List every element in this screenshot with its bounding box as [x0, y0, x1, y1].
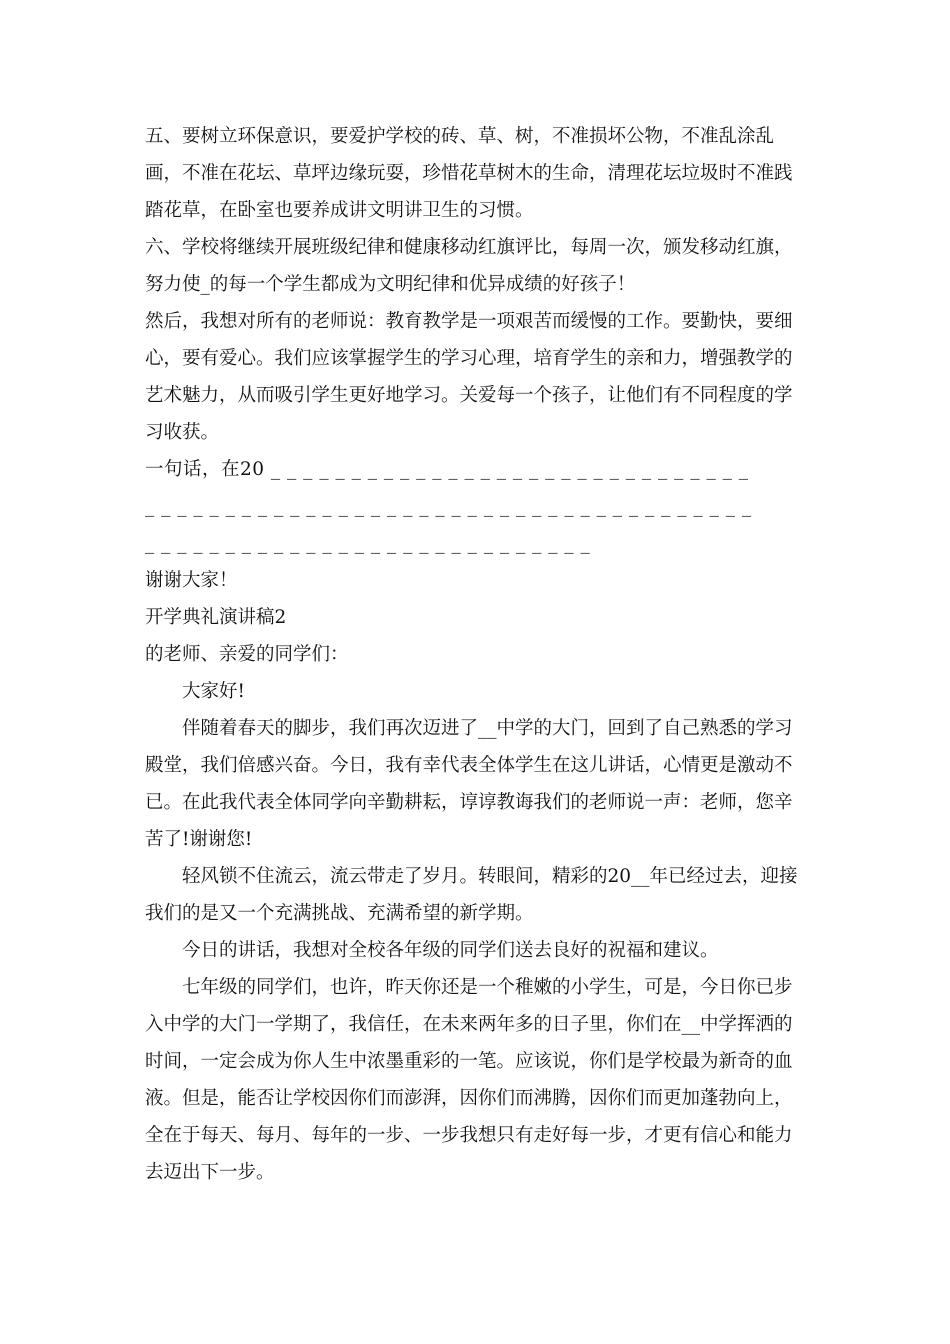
- body-paragraph-1: 伴随着春天的脚步，我们再次迈进了__中学的大门，回到了自己熟悉的学习殿堂，我们倍感兴奋。今日，我有幸代表全体学生在这儿讲话，心情更是激动不已。在此我代表全体同学向辛勤耕耘，谆谆教诲我们的老师说一声：老师，您辛苦了!谢谢您!: [145, 718, 793, 850]
- paragraph-teachers: 然后，我想对所有的老师说：教育教学是一项艰苦而缓慢的工作。要勤快，要细心，要有爱心。我们应该掌握学生的学习心理，培育学生的亲和力，增强教学的艺术魅力，从而吸引学生更好地学习。关爱每一个孩子，让他们有不同程度的学习收获。: [145, 311, 793, 443]
- body-paragraph-2: 轻风锁不住流云，流云带走了岁月。转眼间，精彩的20__年已经过去，迎接我们的是又一个充满挑战、充满希望的新学期。: [145, 866, 798, 924]
- salutation: 的老师、亲爱的同学们：: [145, 644, 349, 665]
- section-title: 开学典礼演讲稿2: [145, 607, 287, 628]
- closing-thanks: 谢谢大家！: [145, 570, 238, 591]
- body-paragraph-3: 今日的讲话，我想对全校各年级的同学们送去良好的祝福和建议。: [182, 940, 719, 961]
- dash-line-2: _ _ _ _ _ _ _ _ _ _ _ _ _ _ _ _ _ _ _ _ _ _ _ _ _ _ _ _ _ _ _ _ _ _ _ _ _ _: [145, 496, 752, 517]
- body-paragraph-4: 七年级的同学们，也许，昨天你还是一个稚嫩的小学生，可是，今日你已步入中学的大门一学期了，我信任，在未来两年多的日子里，你们在__中学挥洒的时间，一定会成为你人生中浓墨重彩的一笔。应该说，你们是学校最为新奇的血液。但是，能否让学校因你们而澎湃，因你们而沸腾，因你们而更加蓬勃向上，全在于每天、每月、每年的一步、一步我想只有走好每一步，才更有信心和能力去迈出下一步。: [145, 977, 793, 1183]
- paragraph-rule-six: 六、学校将继续开展班级纪律和健康移动红旗评比，每周一次，颁发移动红旗，努力使_的每一个学生都成为文明纪律和优异成绩的好孩子！: [145, 237, 793, 295]
- document-body: [145, 118, 810, 1191]
- paragraph-rule-five: 五、要树立环保意识，要爱护学校的砖、草、树，不准损坏公物，不准乱涂乱画，不准在花坛、草坪边缘玩耍，珍惜花草树木的生命，清理花坛垃圾时不准践踏花草，在卧室也要养成讲文明讲卫生的习惯。: [145, 126, 793, 221]
- greeting: 大家好!: [182, 681, 245, 702]
- dash-line-3: _ _ _ _ _ _ _ _ _ _ _ _ _ _ _ _ _ _ _ _ _ _ _ _ _ _ _ _: [145, 533, 591, 554]
- dash-line-1: 一句话，在20 _ _ _ _ _ _ _ _ _ _ _ _ _ _ _ _ _ _ _ _ _ _ _ _ _ _ _ _ _ _: [145, 459, 749, 480]
